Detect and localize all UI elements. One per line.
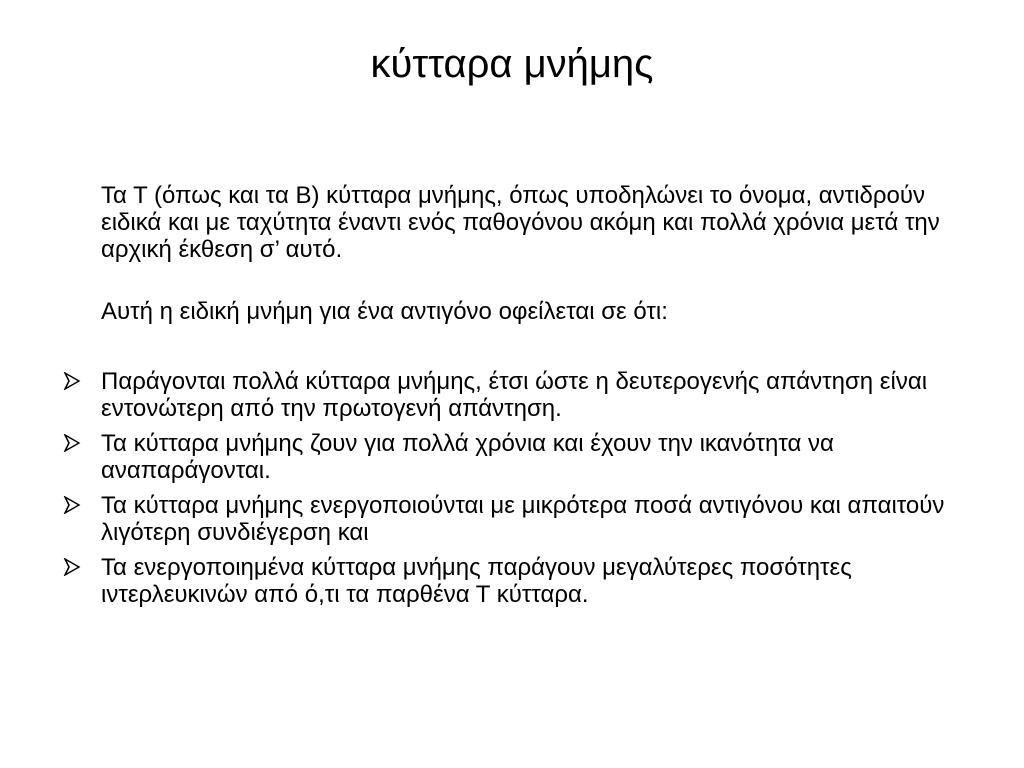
- bullet-item-3: [0, 492, 951, 546]
- arrowhead-bullet-icon: [63, 434, 81, 452]
- bullet-item-4: [0, 554, 951, 608]
- bullet-item-1: [0, 368, 951, 422]
- bullet-text: Τα κύτταρα μνήμης ενεργοποιούνται με μικρότερα ποσά αντιγόνου και απαιτούν λιγότερη συνδιέγερση και: [101, 492, 945, 546]
- lead-in-paragraph: Αυτή η ειδική μνήμη για ένα αντιγόνο οφείλεται σε ότι:: [101, 298, 668, 325]
- arrowhead-bullet-icon: [63, 558, 81, 576]
- intro-paragraph: Τα Τ (όπως και τα Β) κύτταρα μνήμης, όπως υποδηλώνει το όνομα, αντιδρούν ειδικά και με ταχύτητα έναντι ενός παθογόνου ακόμη και πολλά χρόνια μετά την αρχική έκθεση σ’ αυτό.: [101, 182, 940, 263]
- bullet-text: Τα κύτταρα μνήμης ζουν για πολλά χρόνια και έχουν την ικανότητα να αναπαράγονται.: [101, 430, 834, 484]
- bullet-list: [0, 368, 1024, 616]
- bullet-text: Παράγονται πολλά κύτταρα μνήμης, έτσι ώστε η δευτερογενής απάντηση είναι εντονώτερη από την πρωτογενή απάντηση.: [101, 368, 928, 422]
- bullet-text: Τα ενεργοποιημένα κύτταρα μνήμης παράγουν μεγαλύτερες ποσότητες ιντερλευκινών από ό,τι τα παρθένα Τ κύτταρα.: [101, 554, 852, 608]
- bullet-item-2: [0, 430, 951, 484]
- slide-title: κύτταρα μνήμης: [370, 42, 654, 86]
- arrowhead-bullet-icon: [63, 372, 81, 390]
- arrowhead-bullet-icon: [63, 496, 81, 514]
